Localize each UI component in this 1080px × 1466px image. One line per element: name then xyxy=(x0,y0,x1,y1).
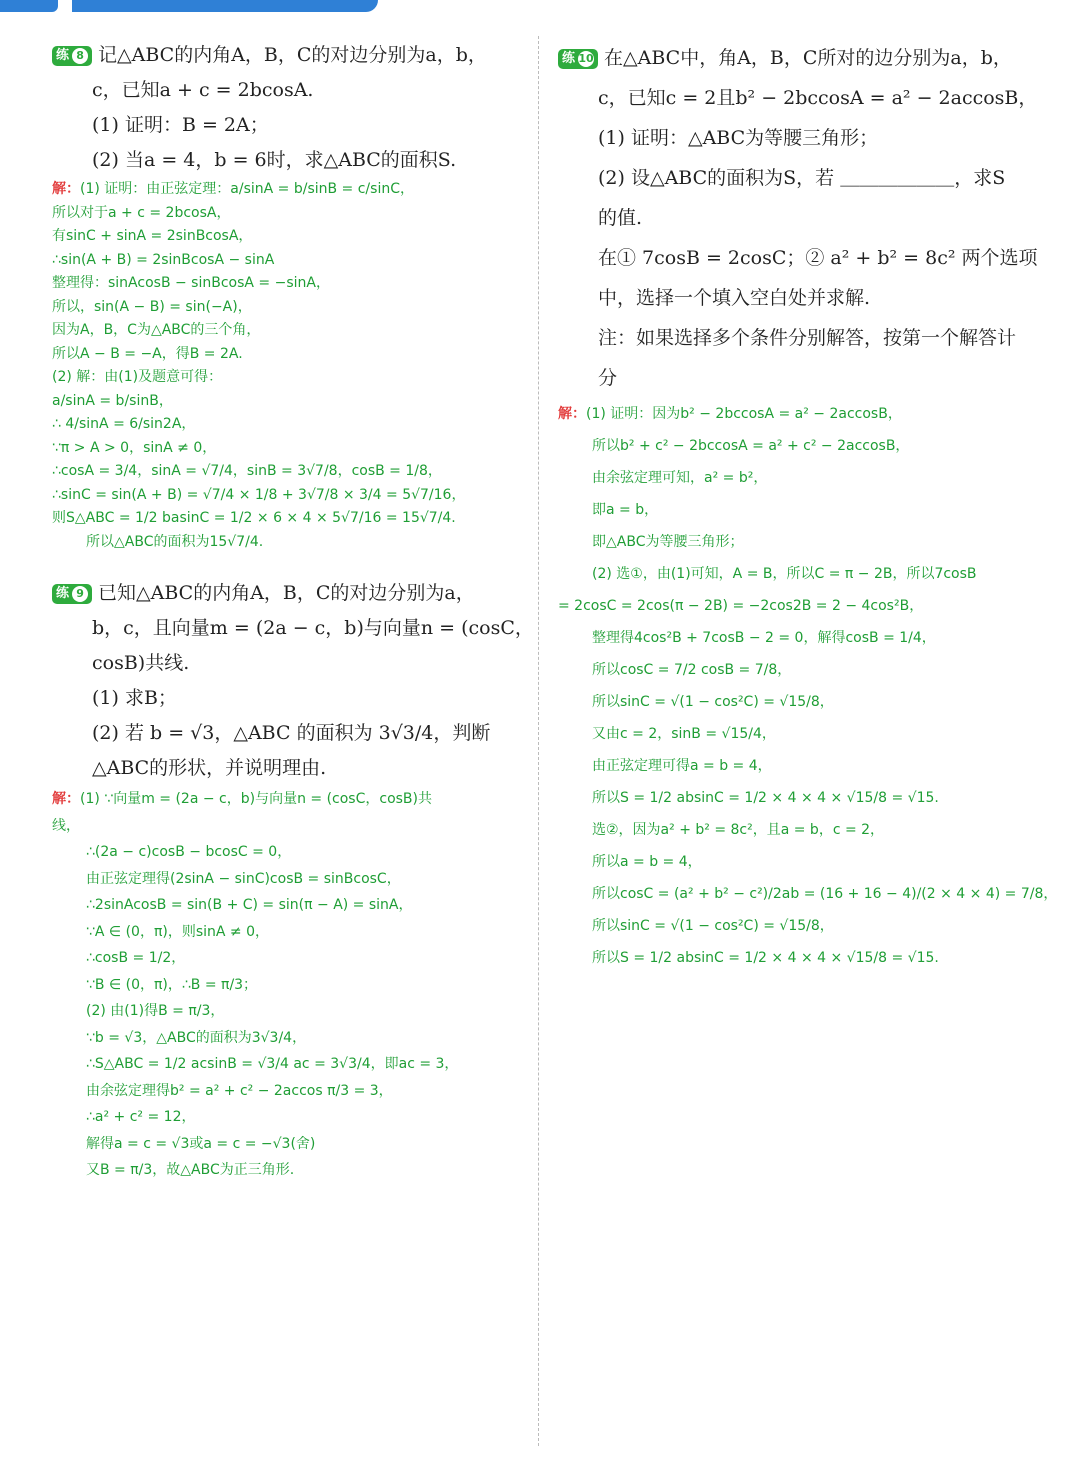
solution-10-line: 所以b² + c² − 2bccosA = a² + c² − 2accosB， xyxy=(592,438,910,454)
problem-10-line-1: 在△ABC中，角A，B，C所对的边分别为a，b， xyxy=(604,47,1012,69)
problem-9-line-4: (1) 求B； xyxy=(92,687,177,709)
solution-8-line: ∴cosA = 3/4，sinA = √7/4，sinB = 3√7/8，cosB = 1/8， xyxy=(52,463,442,479)
top-banner xyxy=(0,0,1080,12)
problem-10-line-6: 在① 7cosB = 2cosC；② a² + b² = 8c² 两个选项 xyxy=(598,247,1038,269)
column-divider xyxy=(538,36,539,1446)
problem-10-line-3: (1) 证明：△ABC为等腰三角形； xyxy=(598,127,879,149)
solution-8-line: 所以对于a + c = 2bcosA， xyxy=(52,204,231,221)
solution-8-line: ∵π > A > 0，sinA ≠ 0， xyxy=(52,439,217,456)
solution-10-line: 由正弦定理可得a = b = 4， xyxy=(592,758,772,774)
solution-10-line: = 2cosC = 2cos(π − 2B) = −2cos2B = 2 − 4cos²B， xyxy=(558,598,924,614)
solution-9-line: (2) 由(1)得B = π/3， xyxy=(86,1003,225,1019)
problem-10-line-7: 中，选择一个填入空白处并求解. xyxy=(598,287,871,309)
problem-8 xyxy=(52,38,524,178)
solution-10-line: (2) 选①，由(1)可知，A = B，所以C = π − 2B，所以7cosB xyxy=(592,566,977,582)
right-column xyxy=(558,38,1058,974)
solution-10-line: 由余弦定理可知，a² = b²， xyxy=(592,470,768,486)
solution-10-line: 即△ABC为等腰三角形； xyxy=(592,534,744,550)
solution-10-line: 整理得4cos²B + 7cosB − 2 = 0，解得cosB = 1/4， xyxy=(592,630,936,646)
problem-9-line-2: b，c，且向量m = (2a − c，b)与向量n = (cosC， xyxy=(92,617,534,639)
solution-10-line: 所以S = 1/2 absinC = 1/2 × 4 × 4 × √15/8 = √15. xyxy=(592,950,939,966)
solution-9-line: (1) ∵向量m = (2a − c，b)与向量n = (cosC，cosB)共 xyxy=(80,791,433,807)
solution-9-line: ∵A ∈ (0，π)，则sinA ≠ 0， xyxy=(86,923,270,940)
solution-9-line: ∵b = √3，△ABC的面积为3√3/4， xyxy=(86,1029,307,1046)
problem-10-line-4: (2) 设△ABC的面积为S，若 ＿＿＿＿＿＿，求S xyxy=(598,167,1006,189)
solution-8-line: 则S△ABC = 1/2 basinC = 1/2 × 6 × 4 × 5√7/16 = 15√7/4. xyxy=(52,510,456,526)
solution-10-line: (1) 证明：因为b² − 2bccosA = a² − 2accosB， xyxy=(586,406,902,422)
solution-8-line: 所以A − B = −A，得B = 2A. xyxy=(52,345,243,362)
problem-8-line-1: 记△ABC的内角A，B，C的对边分别为a，b， xyxy=(98,44,487,66)
solution-9-line: ∵B ∈ (0，π)，∴B = π/3； xyxy=(86,976,258,993)
solution-label: 解： xyxy=(52,791,80,807)
solution-8-line: ∴ 4/sinA = 6/sin2A， xyxy=(52,416,196,432)
problem-10-line-5: 的值. xyxy=(598,207,643,229)
solution-9-line: 又B = π/3，故△ABC为正三角形. xyxy=(86,1162,295,1178)
solution-10-line: 选②，因为a² + b² = 8c²，且a = b，c = 2， xyxy=(592,822,885,838)
problem-9 xyxy=(52,576,534,786)
banner-tab-right xyxy=(72,0,378,12)
problem-8-line-2: c，已知a + c = 2bcosA. xyxy=(92,79,314,101)
solution-10-line: 又由c = 2，sinB = √15/4， xyxy=(592,726,776,742)
problem-8-line-3: (1) 证明：B = 2A； xyxy=(92,114,269,136)
solution-9 xyxy=(52,786,524,1184)
solution-8-line: (1) 证明：由正弦定理：a/sinA = b/sinB = c/sinC， xyxy=(80,181,414,197)
solution-8-line: 所以，sin(A − B) = sin(−A)， xyxy=(52,298,252,315)
solution-8-line: a/sinA = b/sinB， xyxy=(52,392,173,409)
problem-9-line-6: △ABC的形状，并说明理由. xyxy=(92,757,327,779)
solution-label: 解： xyxy=(558,406,586,422)
solution-8-line: (2) 解：由(1)及题意可得： xyxy=(52,369,223,385)
problem-10-line-9: 分 xyxy=(598,367,618,389)
solution-9-line: ∴a² + c² = 12， xyxy=(86,1109,196,1125)
problem-9-line-5: (2) 若 b = √3，△ABC 的面积为 3√3/4，判断 xyxy=(92,722,491,744)
solution-10-line: 所以cosC = 7/2 cosB = 7/8， xyxy=(592,662,792,678)
solution-9-line: 由余弦定理得b² = a² + c² − 2accos π/3 = 3， xyxy=(86,1082,393,1099)
solution-label: 解： xyxy=(52,181,80,197)
solution-10-line: 即a = b， xyxy=(592,502,659,518)
solution-10-line: 所以sinC = √(1 − cos²C) = √15/8， xyxy=(592,694,834,710)
solution-9-line: 解得a = c = √3或a = c = −√3(舍) xyxy=(86,1135,316,1152)
solution-8-line: 因为A，B，C为△ABC的三个角， xyxy=(52,322,261,338)
problem-8-line-4: (2) 当a = 4，b = 6时，求△ABC的面积S. xyxy=(92,149,457,171)
solution-10-line: 所以S = 1/2 absinC = 1/2 × 4 × 4 × √15/8 = √15. xyxy=(592,790,939,806)
problem-10-line-2: c，已知c = 2且b² − 2bccosA = a² − 2accosB， xyxy=(598,87,1038,109)
problem-9-line-3: cosB)共线. xyxy=(92,652,190,674)
solution-9-line: ∴S△ABC = 1/2 acsinB = √3/4 ac = 3√3/4，即ac = 3， xyxy=(86,1056,459,1072)
problem-10-line-8: 注：如果选择多个条件分别解答，按第一个解答计 xyxy=(598,327,1017,349)
exercise-badge-8: 练 8 xyxy=(52,46,92,66)
left-column xyxy=(52,38,534,1184)
solution-8-line: 所以△ABC的面积为15√7/4. xyxy=(86,533,264,550)
solution-8-line: ∴sin(A + B) = 2sinBcosA − sinA xyxy=(52,251,275,268)
banner-tab-left xyxy=(0,0,58,12)
solution-8 xyxy=(52,178,524,554)
solution-8-line: 有sinC + sinA = 2sinBcosA， xyxy=(52,228,253,244)
solution-9-line: 由正弦定理得(2sinA − sinC)cosB = sinBcosC， xyxy=(86,870,401,887)
solution-8-line: ∴sinC = sin(A + B) = √7/4 × 1/8 + 3√7/8 × 3/4 = 5√7/16， xyxy=(52,486,466,503)
solution-8-line: 整理得：sinAcosB − sinBcosA = −sinA， xyxy=(52,275,330,291)
exercise-badge-10: 练 10 xyxy=(558,49,598,69)
problem-9-line-1: 已知△ABC的内角A，B，C的对边分别为a， xyxy=(98,582,475,604)
solution-10 xyxy=(558,398,1058,974)
exercise-badge-9: 练 9 xyxy=(52,584,92,604)
solution-10-line: 所以cosC = (a² + b² − c²)/2ab = (16 + 16 − 4)/(2 × 4 × 4) = 7/8， xyxy=(592,886,1058,902)
solution-10-line: 所以sinC = √(1 − cos²C) = √15/8， xyxy=(592,918,834,934)
solution-10-line: 所以a = b = 4， xyxy=(592,854,702,870)
solution-9-line: ∴2sinAcosB = sin(B + C) = sin(π − A) = sinA， xyxy=(86,897,413,913)
solution-9-line: ∴(2a − c)cosB − bcosC = 0， xyxy=(86,844,292,860)
solution-9-line: ∴cosB = 1/2， xyxy=(86,950,186,966)
solution-9-line: 线， xyxy=(52,817,80,834)
problem-10 xyxy=(558,38,1040,398)
